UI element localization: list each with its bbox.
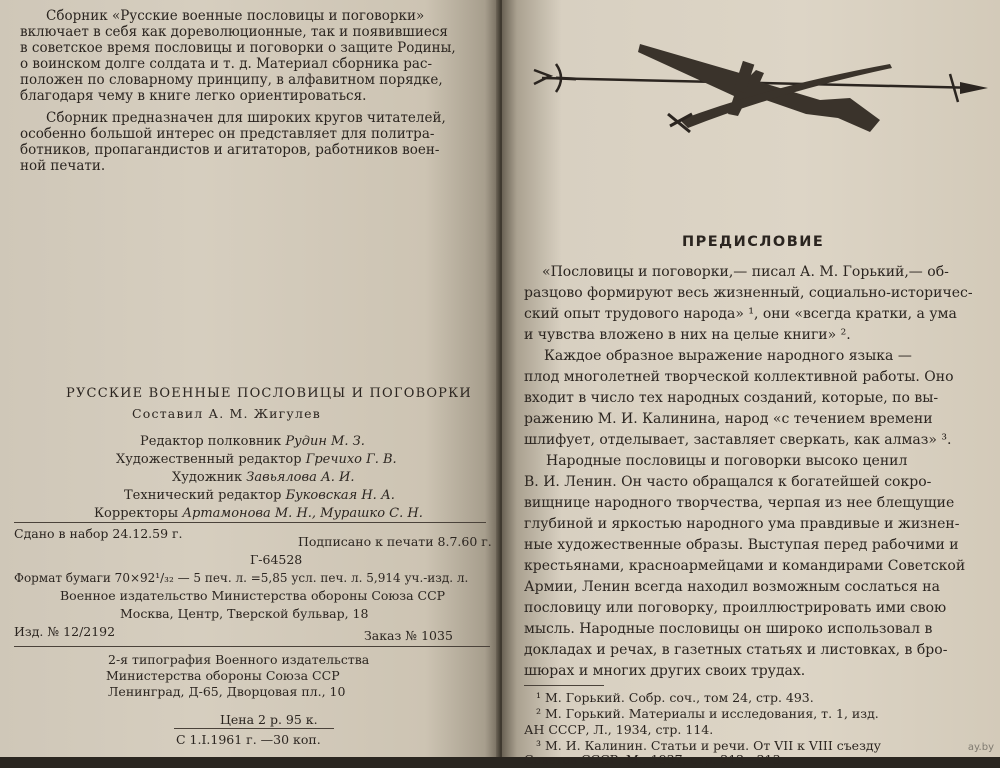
annotation-line: особенно большой интерес он представляет для политра-: [20, 126, 435, 142]
credit-role: Художественный редактор: [116, 452, 302, 467]
preface-line: ные художественные образы. Выступая перед рабочими и: [524, 537, 959, 553]
preface-line: вищнице народного творчества, черпая из нее блещущие: [524, 495, 955, 511]
credit-role: Художник: [172, 470, 243, 485]
printer-line: Ленинград, Д-65, Дворцовая пл., 10: [108, 684, 346, 699]
annotation-line: включает в себя как дореволюционные, так и появившиеся: [20, 24, 448, 40]
footnote-divider: [524, 685, 604, 686]
annotation-line: Сборник «Русские военные пословицы и поговорки»: [46, 8, 425, 24]
credit-role: Корректоры: [94, 506, 179, 521]
preface-line: шлифует, отделывает, заставляет сверкать, как алмаз» ³.: [524, 432, 952, 448]
annotation-line: Сборник предназначен для широких кругов читателей,: [46, 110, 446, 126]
footnote: Советов СССР, М., 1937, стр. 212—213.: [524, 752, 785, 767]
annotation-line: благодаря чему в книге легко ориентироваться.: [20, 88, 367, 104]
left-page: [0, 0, 500, 757]
publisher-address: Москва, Центр, Тверской бульвар, 18: [120, 606, 369, 621]
footnote: АН СССР, Л., 1934, стр. 114.: [524, 722, 714, 737]
code: Г-64528: [250, 552, 303, 567]
edition-number: Изд. № 12/2192: [14, 624, 116, 639]
credit-name: Буковская Н. А.: [285, 488, 395, 503]
preface-line: В. И. Ленин. Он часто обращался к богатейшей сокро-: [524, 474, 932, 490]
footnote: ¹ М. Горький. Собр. соч., том 24, стр. 493.: [536, 690, 814, 705]
watermark: ay.by: [967, 742, 994, 753]
page-heading: ПРЕДИСЛОВИЕ: [682, 234, 825, 250]
compiler-line: Составил А. М. Жигулев: [132, 406, 321, 421]
credit-name: Гречихо Г. В.: [305, 452, 397, 467]
paper-format: Формат бумаги 70×92¹/₃₂ — 5 печ. л. =5,85 усл. печ. л. 5,914 уч.-изд. л.: [14, 571, 469, 585]
credit-name: Рудин М. З.: [285, 434, 365, 449]
preface-line: входит в число тех народных созданий, которые, по вы-: [524, 390, 939, 406]
preface-line: разцово формируют весь жизненный, социально-историчес-: [524, 285, 973, 301]
preface-line: Армии, Ленин всегда находил возможным сослаться на: [524, 579, 940, 595]
preface-line: плод многолетней творческой коллективной работы. Оно: [524, 369, 954, 385]
preface-line: Каждое образное выражение народного языка —: [544, 348, 912, 364]
credit-name: Артамонова М. Н., Мурашко С. Н.: [182, 506, 423, 521]
preface-line: ражению М. И. Калинина, народ «с течением времени: [524, 411, 933, 427]
preface-line: крестьянами, красноармейцами и командирами Советской: [524, 558, 966, 574]
preface-line: Народные пословицы и поговорки высоко ценил: [546, 453, 908, 469]
crossed-weapons-emblem-icon: [520, 36, 990, 136]
signed-to-print: Подписано к печати 8.7.60 г.: [298, 534, 492, 549]
annotation-line: в советское время пословицы и поговорки о защите Родины,: [20, 40, 456, 56]
preface-line: «Пословицы и поговорки,— писал А. М. Горький,— об-: [542, 264, 949, 280]
annotation-line: ной печати.: [20, 158, 106, 174]
footnote: ³ М. И. Калинин. Статьи и речи. От VII к VIII съезду: [536, 738, 881, 753]
preface-line: пословицу или поговорку, проиллюстрировать ими свою: [524, 600, 947, 616]
book-title: РУССКИЕ ВОЕННЫЕ ПОСЛОВИЦЫ И ПОГОВОРКИ: [66, 386, 472, 401]
price: Цена 2 р. 95 к.: [220, 712, 318, 727]
annotation-line: о воинском долге солдата и т. д. Материал сборника рас-: [20, 56, 433, 72]
preface-line: мысль. Народные пословицы он широко использовал в: [524, 621, 933, 637]
annotation-line: ботников, пропагандистов и агитаторов, работников воен-: [20, 142, 440, 158]
sent-to-set: Сдано в набор 24.12.59 г.: [14, 526, 183, 541]
annotation-line: положен по словарному принципу, в алфавитном порядке,: [20, 72, 443, 88]
printer-line: 2-я типография Военного издательства: [108, 652, 370, 667]
imprint-divider: [14, 522, 486, 523]
price-new: С 1.I.1961 г. —30 коп.: [176, 732, 321, 747]
preface-line: глубиной и яркостью народного ума правдивые и жизнен-: [524, 516, 960, 532]
preface-line: шюрах и многих других своих трудах.: [524, 663, 806, 679]
printer-line: Министерства обороны Союза ССР: [106, 668, 340, 683]
publisher: Военное издательство Министерства обороны Союза ССР: [60, 588, 446, 603]
right-page: [502, 0, 1000, 767]
credit-role: Технический редактор: [124, 488, 282, 503]
preface-line: и чувства вложено в них на целые книги» ².: [524, 327, 851, 343]
order-number: Заказ № 1035: [364, 628, 453, 643]
preface-line: докладах и речах, в газетных статьях и листовках, в бро-: [524, 642, 948, 658]
footnote: ² М. Горький. Материалы и исследования, т. 1, изд.: [536, 706, 879, 721]
printer-divider: [14, 646, 490, 647]
price-divider: [174, 728, 334, 729]
preface-line: ский опыт трудового народа» ¹, они «всегда кратки, а ума: [524, 306, 957, 322]
credit-name: Завьялова А. И.: [246, 470, 355, 485]
credit-role: Редактор полковник: [140, 434, 282, 449]
